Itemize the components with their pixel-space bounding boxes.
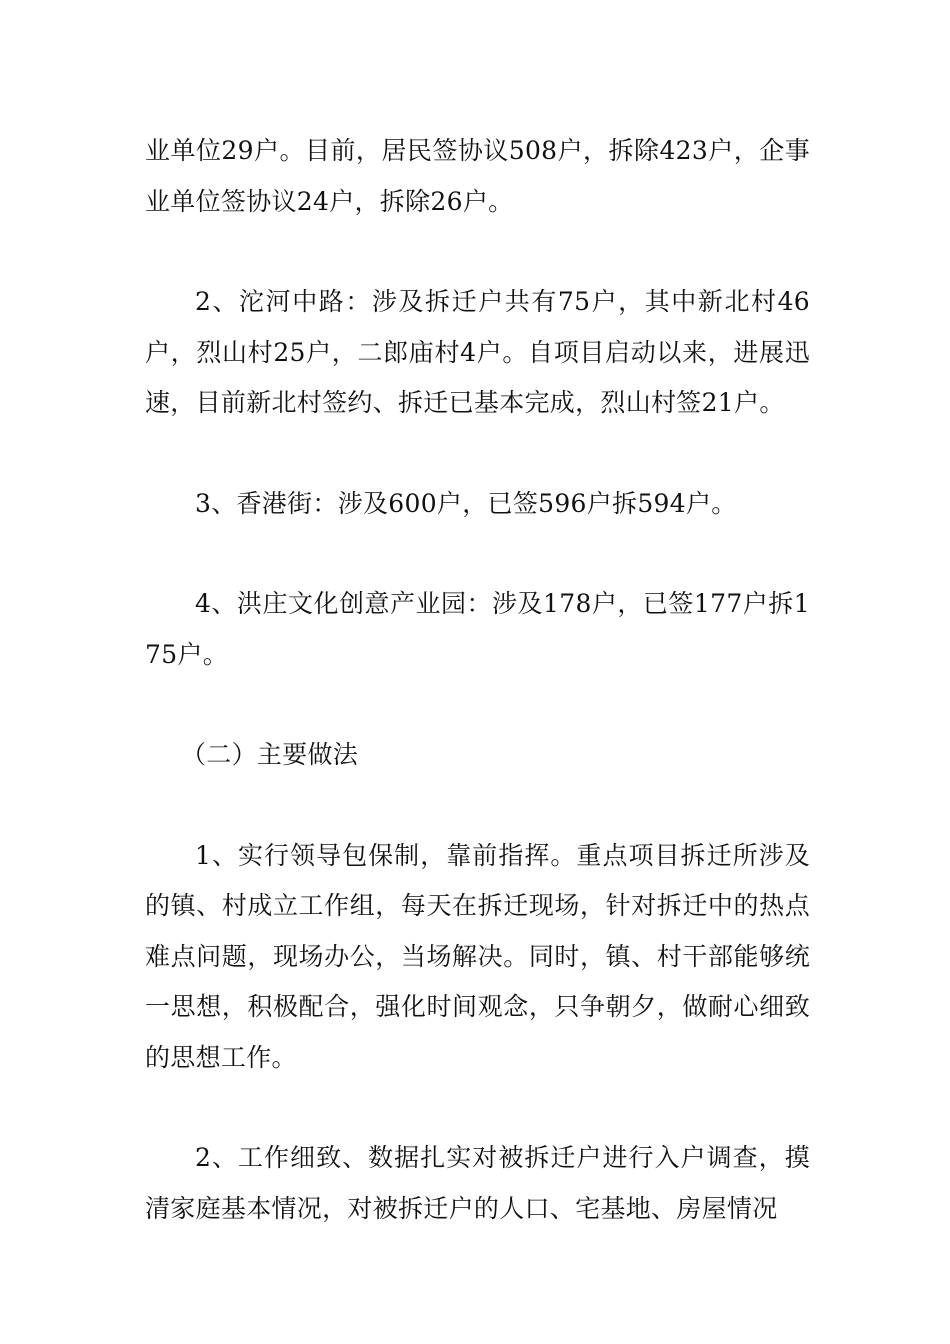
paragraph-gap [145,1083,810,1133]
paragraph-continuation: 业单位29户。目前，居民签协议508户，拆除423户，企事业单位签协议24户，拆除26户。 [145,136,810,216]
paragraph-gap [145,781,810,831]
paragraph-hongkong-street: 3、香港街：涉及600户，已签596户拆594户。 [195,488,737,518]
paragraph-leadership: 1、实行领导包保制，靠前指挥。重点项目拆迁所涉及的镇、村成立工作组，每天在拆迁现场，针对拆迁中的热点难点问题，现场办公，当场解决。同时，镇、村干部能够统一思想，积极配合，强化时间观念，只争朝夕，做耐心细致的思想工作。 [145,840,810,1072]
paragraph-gap [145,429,810,479]
paragraph-hongzhuang-park: 4、洪庄文化创意产业园：涉及178户，已签177户拆175户。 [145,589,810,669]
paragraph-investigation: 2、工作细致、数据扎实对被拆迁户进行入户调查，摸清家庭基本情况，对被拆迁户的人口、宅基地、房屋情况 [145,1143,810,1223]
document-page [145,126,810,1234]
paragraph-gap [145,529,810,579]
paragraph-gap [145,680,810,730]
paragraph-tuohe-road: 2、沱河中路：涉及拆迁户共有75户，其中新北村46户，烈山村25户，二郎庙村4户。自项目启动以来，进展迅速，目前新北村签约、拆迁已基本完成，烈山村签21户。 [145,287,810,417]
paragraph-gap [145,227,810,277]
section-heading: （二）主要做法 [181,740,359,769]
